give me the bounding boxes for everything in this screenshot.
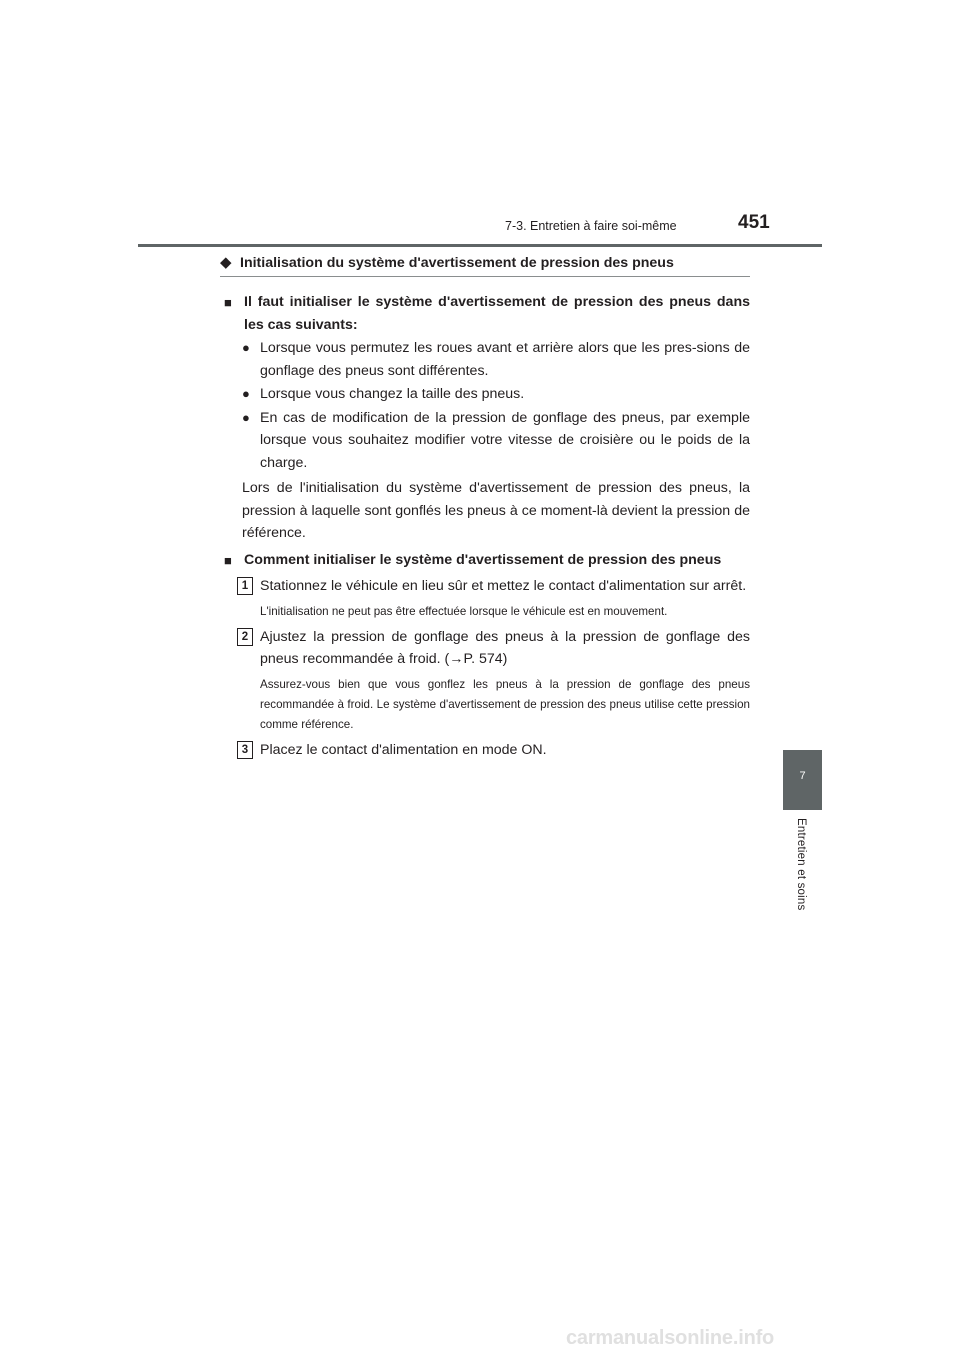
circle-bullet-icon: ● bbox=[242, 386, 250, 401]
subsection-title bbox=[220, 253, 750, 273]
step-text: Stationnez le véhicule en lieu sûr et mettez le contact d'alimentation sur arrêt. bbox=[260, 578, 747, 594]
item-heading bbox=[220, 291, 750, 336]
list-item bbox=[220, 383, 750, 406]
list-item-text: Lorsque vous permutez les roues avant et arrière alors que les pres-sions de gonflage des pneus sont différentes. bbox=[260, 340, 750, 379]
square-icon: ■ bbox=[224, 295, 232, 310]
subsection-title-text: Initialisation du système d'avertissement de pression des pneus bbox=[240, 255, 674, 271]
watermark: carmanualsonline.info bbox=[566, 1327, 775, 1349]
paragraph: Lors de l'initialisation du système d'avertissement de pression des pneus, la pression à laquelle sont gonflés les pneus à ce moment-là devient la pression de référence. bbox=[242, 480, 750, 541]
step-note: L'initialisation ne peut pas être effectuée lorsque le véhicule est en mouvement. bbox=[260, 604, 668, 618]
item-heading-text: Il faut initialiser le système d'avertissement de pression des pneus dans les cas suivants: bbox=[244, 294, 750, 333]
step-note: Assurez-vous bien que vous gonflez les pneus à la pression de gonflage des pneus recommandée à froid. Le système d'avertissement de pression des pneus utilise cette pression comme référence. bbox=[260, 677, 750, 731]
step-number: 1 bbox=[237, 577, 253, 595]
header-section-title: 7-3. Entretien à faire soi-même bbox=[505, 219, 677, 233]
list-item bbox=[220, 337, 750, 382]
diamond-icon: ◆ bbox=[220, 254, 232, 271]
list-item bbox=[220, 407, 750, 475]
square-icon: ■ bbox=[224, 552, 232, 568]
content bbox=[220, 253, 750, 761]
step-text: Ajustez la pression de gonflage des pneus à la pression de gonflage des pneus recommandée à froid. (→P. 574) bbox=[260, 628, 750, 667]
page-number: 451 bbox=[738, 212, 770, 233]
step bbox=[220, 575, 750, 598]
chapter-tab-title: Entretien et soins bbox=[795, 818, 807, 911]
step bbox=[220, 626, 750, 671]
circle-bullet-icon: ● bbox=[242, 409, 250, 425]
list-item-text: En cas de modification de la pression de gonflage des pneus, par exemple lorsque vous souhaitez modifier votre vitesse de croisière ou le poids de la charge. bbox=[260, 409, 750, 471]
list-item-text: Lorsque vous changez la taille des pneus. bbox=[260, 386, 525, 402]
subsection-title-rule bbox=[220, 276, 750, 277]
circle-bullet-icon: ● bbox=[242, 340, 250, 355]
chapter-tab-number: 7 bbox=[799, 770, 806, 782]
item-heading bbox=[220, 549, 750, 572]
item-heading-text: Comment initialiser le système d'avertissement de pression des pneus bbox=[244, 551, 722, 568]
step bbox=[220, 739, 750, 762]
header-rule bbox=[138, 244, 822, 247]
step-number: 3 bbox=[237, 741, 253, 759]
step-number: 2 bbox=[237, 628, 253, 646]
step-text: Placez le contact d'alimentation en mode ON. bbox=[260, 741, 547, 758]
